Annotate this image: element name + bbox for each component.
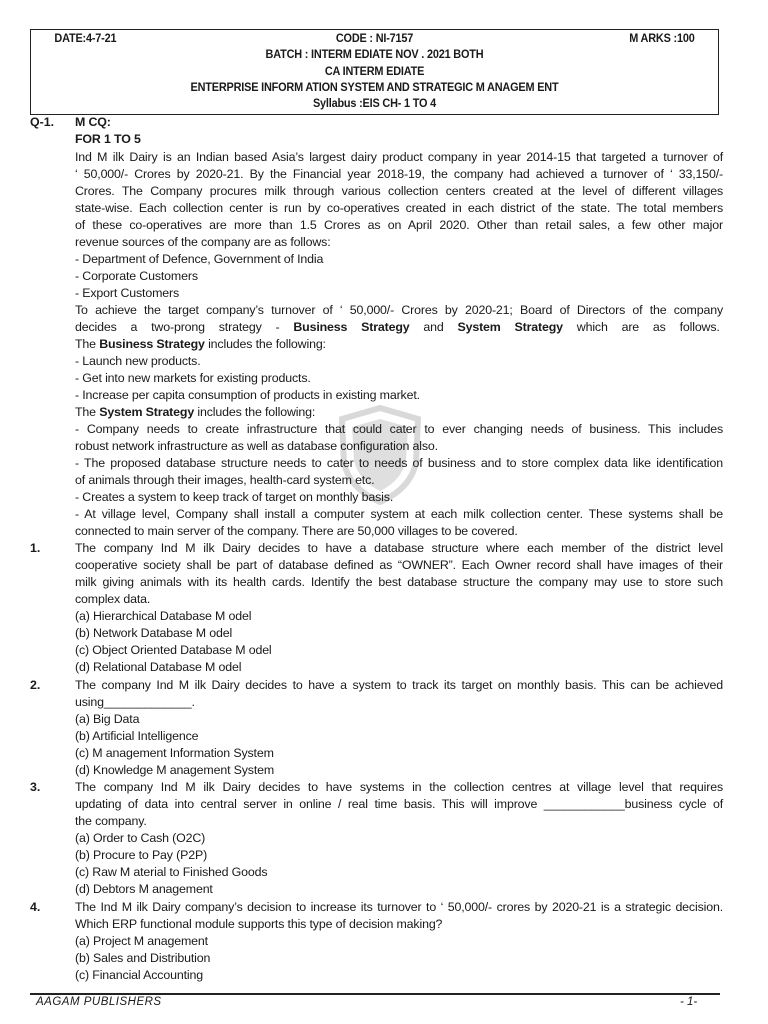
mcq-option: (a) Hierarchical Database M odel [75,609,252,623]
ss-heading [75,404,723,421]
bs-post: includes the following: [204,337,326,351]
mcq-option: (c) Financial Accounting [75,968,203,982]
exam-syllabus: Syllabus :EIS CH- 1 TO 4 [312,97,437,110]
strategy-pre: decides a two-prong strategy - [75,320,294,334]
question-type: M CQ: [75,115,111,129]
exam-batch: BATCH : INTERM EDIATE NOV . 2021 BOTH [265,48,484,61]
mcq-option: (b) Network Database M odel [75,626,233,640]
header-row-5 [52,96,698,112]
case-line: - Export Customers [75,286,180,300]
strategy-post: which are as follows. [562,320,720,334]
mcq-option: (d) Knowledge M anagement System [75,763,275,777]
case-line: - Corporate Customers [75,269,198,283]
mcq-number: 1. [30,541,41,555]
case-line: revenue sources of the company are as follows: [75,235,331,249]
question-range: FOR 1 TO 5 [75,132,141,146]
header-row-4 [52,80,698,96]
header-row-3 [52,64,698,80]
mcq-number: 4. [30,900,41,914]
case-line: To achieve the target company’s turnover of ‘ 50,000/- Crores by 2020-21; Board of Directors of the company [75,303,723,317]
mcq-stem-line: the company. [75,814,147,828]
ss-pre: The [75,405,100,419]
bs-heading [75,336,723,353]
footer-publisher: AAGAM PUBLISHERS [36,996,162,1008]
ss-line: - Creates a system to keep track of target on monthly basis. [75,490,394,504]
exam-course: CA INTERM EDIATE [324,65,425,78]
case-line: Ind M ilk Dairy is an Indian based Asia’s largest dairy product company in year 2014-15 that targeted a turnover of [75,150,723,164]
exam-code: CODE : NI-7157 [335,32,414,45]
bs-label: Business Strategy [99,337,205,351]
mcq-number: 3. [30,780,41,794]
exam-marks: M ARKS :100 [629,32,695,45]
strategy-and: and [409,320,458,334]
mcq-stem-line: Which ERP functional module supports this type of decision making? [75,917,443,931]
mcq-option: (c) M anagement Information System [75,746,274,760]
mcq-option: (a) Order to Cash (O2C) [75,831,206,845]
question-number: Q-1. [30,115,55,129]
ss-line: - The proposed database structure needs to cater to needs of business and to store complex data like identification [75,456,723,470]
strategy-bs: Business Strategy [293,320,410,334]
mcq-stem-line: The company Ind M ilk Dairy decides to have a system to track its target on monthly basis. This can be achieved [75,678,723,692]
case-line: of these co-operatives are more than 1.5 Crores as on April 2020. Other than retail sales, a few other major [75,218,723,232]
ss-post: includes the following: [194,405,316,419]
bs-item: - Launch new products. [75,354,201,368]
mcq-option: (a) Project M anagement [75,934,208,948]
mcq-option: (b) Sales and Distribution [75,951,211,965]
mcq-stem-line: The company Ind M ilk Dairy decides to have systems in the collection centres at village level that requires [75,780,723,794]
strategy-ss: System Strategy [457,320,563,334]
strategy-line [75,319,723,336]
bs-item: - Get into new markets for existing products. [75,371,311,385]
case-line: state-wise. Each collection center is run by co-operatives created in each district of the state. The total members [75,201,723,215]
exam-header-box [30,29,719,115]
mcq-stem-line: complex data. [75,592,151,606]
footer-page-number: - 1- [680,996,698,1008]
bs-item: - Increase per capita consumption of products in existing market. [75,388,420,402]
mcq-option: (d) Relational Database M odel [75,660,242,674]
header-row-1 [52,31,698,47]
case-line: - Department of Defence, Government of India [75,252,324,266]
mcq-stem-line: cooperative society shall be part of database defined as “OWNER”. Each Owner record shall have images of their [75,558,723,572]
exam-date: DATE:4-7-21 [54,32,117,45]
ss-line: - Company needs to create infrastructure that could cater to ever changing needs of business. This includes [75,422,723,436]
mcq-option: (b) Procure to Pay (P2P) [75,848,208,862]
case-line: Crores. The Company procures milk through various collection centers created at the level of different villages [75,184,723,198]
footer-divider [30,993,720,995]
mcq-stem-line: milk giving animals with its health cards. Identify the best database structure the company may use to store such [75,575,723,589]
ss-label: System Strategy [99,405,195,419]
mcq-option: (b) Artificial Intelligence [75,729,199,743]
mcq-stem-line: updating of data into central server in online / real time basis. This will improve ____________business cycle of [75,797,723,811]
mcq-number: 2. [30,678,41,692]
ss-line: robust network infrastructure as well as database configuration also. [75,439,438,453]
mcq-option: (c) Raw M aterial to Finished Goods [75,865,268,879]
mcq-stem-line: The company Ind M ilk Dairy decides to have a database structure where each member of the district level [75,541,723,555]
ss-line: connected to main server of the company. There are 50,000 villages to be covered. [75,524,518,538]
bs-pre: The [75,337,100,351]
header-row-2 [52,47,698,63]
mcq-option: (d) Debtors M anagement [75,882,213,896]
ss-line: - At village level, Company shall install a computer system at each milk collection center. These systems shall be [75,507,723,521]
mcq-option: (a) Big Data [75,712,140,726]
ss-line: of animals through their images, health-card system etc. [75,473,375,487]
mcq-option: (c) Object Oriented Database M odel [75,643,272,657]
exam-subject: ENTERPRISE INFORM ATION SYSTEM AND STRATEGIC M ANAGEM ENT [190,81,559,94]
mcq-stem-line: using_____________. [75,695,195,709]
case-line: ‘ 50,000/- Crores by 2020-21. By the Financial year 2018-19, the company had achieved a turnover of ‘ 33,150/- [75,167,723,181]
mcq-stem-line: The Ind M ilk Dairy company’s decision to increase its turnover to ‘ 50,000/- crores by 2020-21 is a strategic decision. [75,900,723,914]
